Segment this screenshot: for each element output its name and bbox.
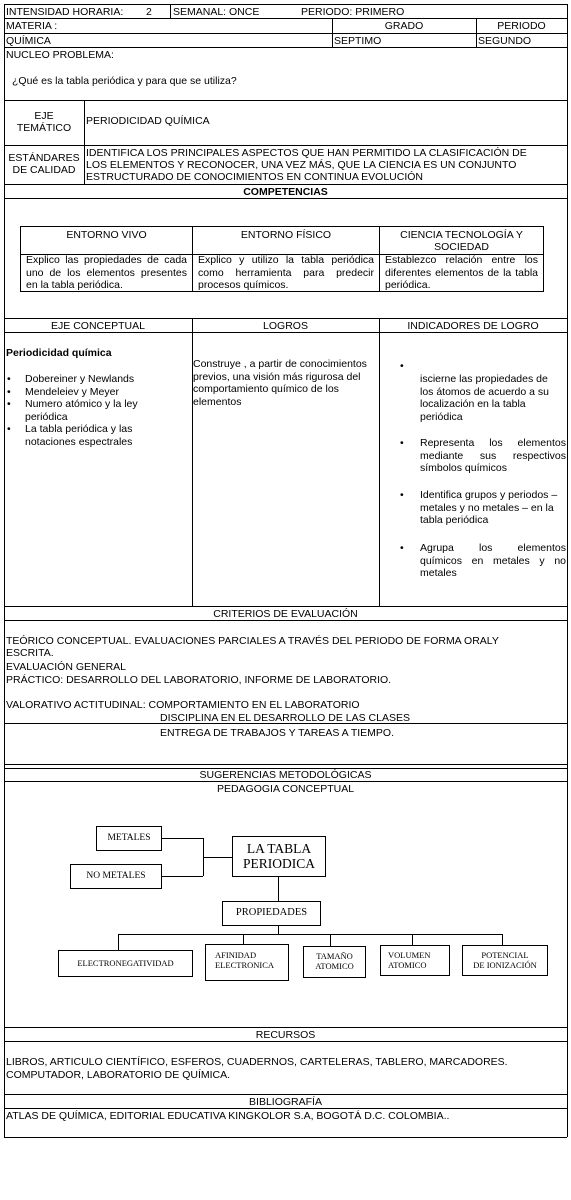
- intensidad-value: 2: [146, 6, 152, 18]
- tabla-periodica-line1: LA TABLA: [246, 841, 312, 856]
- metales-box: [96, 826, 162, 851]
- estandares-line-3: ESTRUCTURADO DE CONOCIMIENTOS EN CONTINUA EVOLUCIÓN: [86, 171, 424, 183]
- intensidad-label: INTENSIDAD HORARIA:: [6, 6, 124, 18]
- bibliografia-title: BIBLIOGRAFÍA: [249, 1096, 322, 1108]
- sugerencias-subtitle: PEDAGOGIA CONCEPTUAL: [216, 783, 355, 795]
- volumen-line2: ATOMICO: [388, 960, 427, 970]
- materia-value: QUÍMICA: [6, 35, 51, 47]
- criterios-line-4: PRÁCTICO: DESARROLLO DEL LABORATORIO, INFORME DE LABORATORIO.: [6, 674, 392, 686]
- criterios-line-6: DISCIPLINA EN EL DESARROLLO DE LAS CLASES: [160, 712, 410, 724]
- periodo-column-label: PERIODO: [497, 20, 546, 32]
- periodo-value: SEGUNDO: [478, 35, 532, 47]
- afinidad-line1: AFINIDAD: [215, 950, 257, 960]
- competencia-text-entorno-fisico: Explico y utilizo la tabla periódica como herramienta para predecir procesos químicos.: [198, 254, 374, 291]
- indicador-3: Identifica grupos y periodos – metales y no metales – en la tabla periódica: [420, 489, 558, 526]
- estandares-line-1: IDENTIFICA LOS PRINCIPALES ASPECTOS QUE HAN PERMITIDO LA CLASIFICACIÓN DE: [86, 147, 527, 159]
- bullet: •: [400, 542, 404, 554]
- indicador-2: Representa los elementos mediante sus respectivos símbolos químicos: [420, 437, 566, 474]
- list-item: • Numero atómico y la ley periódica: [5, 398, 155, 423]
- bullet: •: [400, 437, 404, 449]
- header-indicadores: INDICADORES DE LOGRO: [407, 320, 539, 332]
- estandares-label-line2: DE CALIDAD: [12, 164, 76, 176]
- grado-value: SEPTIMO: [334, 35, 382, 47]
- list-item: • La tabla periódica y las notaciones espectrales: [5, 423, 155, 448]
- volumen-line1: VOLUMEN: [388, 950, 431, 960]
- recursos-title: RECURSOS: [255, 1029, 316, 1041]
- tamano-line2: ATOMICO: [315, 961, 354, 971]
- materia-label: MATERIA :: [6, 20, 58, 32]
- criterios-line-1: TEÓRICO CONCEPTUAL. EVALUACIONES PARCIALES A TRAVÉS DEL PERIODO DE FORMA ORALY: [6, 635, 499, 647]
- competencia-header-entorno-fisico: ENTORNO FÍSICO: [240, 229, 332, 241]
- no-metales-box: [70, 864, 162, 889]
- afinidad-line2: ELECTRONICA: [215, 960, 275, 970]
- competencias-title: COMPETENCIAS: [243, 186, 328, 198]
- bibliografia-text: ATLAS DE QUÍMICA, EDITORIAL EDUCATIVA KINGKOLOR S.A, BOGOTÁ D.C. COLOMBIA..: [6, 1110, 450, 1122]
- competencia-header-ciencia-line2: SOCIEDAD: [434, 241, 489, 253]
- nucleo-question: ¿Qué es la tabla periódica y para que se utiliza?: [12, 75, 237, 87]
- nucleo-label: NUCLEO PROBLEMA:: [6, 49, 114, 61]
- tamano-box: [303, 946, 366, 978]
- criterios-line-2: ESCRITA.: [6, 647, 54, 659]
- periodo-label: PERIODO: PRIMERO: [301, 6, 405, 18]
- indicador-empty-bullet: •: [400, 360, 404, 372]
- header-logros: LOGROS: [263, 320, 308, 332]
- header-eje-conceptual: EJE CONCEPTUAL: [51, 320, 145, 332]
- indicador-1: iscierne las propiedades de los átomos de acuerdo a su localización en la tabla periódica: [420, 373, 549, 423]
- criterios-line-3: EVALUACIÓN GENERAL: [6, 661, 127, 673]
- grado-label: GRADO: [384, 20, 424, 32]
- estandares-line-2: LOS ELEMENTOS Y RECONOCER, UNA VEZ MÁS, QUE LA CIENCIA ES UN CONJUNTO: [86, 159, 517, 171]
- eje-conceptual-title: Periodicidad química: [6, 347, 112, 359]
- sugerencias-title: SUGERENCIAS METODOLÓGICAS: [199, 769, 372, 781]
- recursos-line-2: COMPUTADOR, LABORATORIO DE QUÍMICA.: [6, 1069, 231, 1081]
- tamano-line1: TAMAÑO: [316, 951, 353, 961]
- list-item: • Dobereiner y Newlands: [5, 373, 155, 386]
- eje-tematico-label-line2: TEMÁTICO: [16, 122, 72, 134]
- metales-label: METALES: [107, 833, 151, 843]
- competencia-header-entorno-vivo: ENTORNO VIVO: [66, 229, 147, 241]
- electronegatividad-box: [58, 950, 193, 977]
- criterios-line-7: ENTREGA DE TRABAJOS Y TAREAS A TIEMPO.: [160, 727, 394, 739]
- propiedades-label: PROPIEDADES: [235, 907, 308, 918]
- indicador-4: Agrupa los elementos químicos en metales y no metales: [420, 542, 566, 579]
- afinidad-box: [205, 944, 289, 981]
- tabla-periodica-line2: PERIODICA: [242, 856, 315, 871]
- competencia-header-ciencia-line1: CIENCIA TECNOLOGÍA Y: [400, 229, 523, 241]
- recursos-line-1: LIBROS, ARTICULO CIENTÍFICO, ESFEROS, CUADERNOS, CARTELERAS, TABLERO, MARCADORES.: [6, 1056, 508, 1068]
- criterios-line-5: VALORATIVO ACTITUDINAL: COMPORTAMIENTO EN EL LABORATORIO: [6, 699, 360, 711]
- potencial-line2: DE IONIZACIÓN: [473, 960, 537, 970]
- potencial-box: [462, 945, 548, 976]
- bullet: •: [400, 489, 404, 501]
- propiedades-box: [222, 901, 321, 926]
- criterios-title: CRITERIOS DE EVALUACIÓN: [213, 608, 358, 620]
- semanal-value: SEMANAL: ONCE: [173, 6, 260, 18]
- potencial-line1: POTENCIAL: [481, 950, 529, 960]
- eje-tematico-label-line1: EJE: [34, 110, 54, 122]
- no-metales-label: NO METALES: [86, 871, 146, 881]
- tabla-periodica-box: [232, 836, 326, 877]
- competencia-text-ciencia: Establezco relación entre los diferentes elementos de la tabla periódica.: [385, 254, 538, 291]
- competencia-text-entorno-vivo: Explico las propiedades de cada uno de los elementos presentes en la tabla periódica.: [26, 254, 187, 291]
- eje-tematico-value: PERIODICIDAD QUÍMICA: [86, 115, 210, 127]
- estandares-label-line1: ESTÁNDARES: [8, 152, 80, 164]
- list-item: • Mendeleiev y Meyer: [5, 386, 155, 399]
- logros-text: Construye , a partir de conocimientos previos, una visión más rigurosa del comportamiento químico de los elementos: [193, 358, 367, 408]
- volumen-box: [380, 945, 450, 976]
- electronegatividad-label: ELECTRONEGATIVIDAD: [77, 958, 174, 968]
